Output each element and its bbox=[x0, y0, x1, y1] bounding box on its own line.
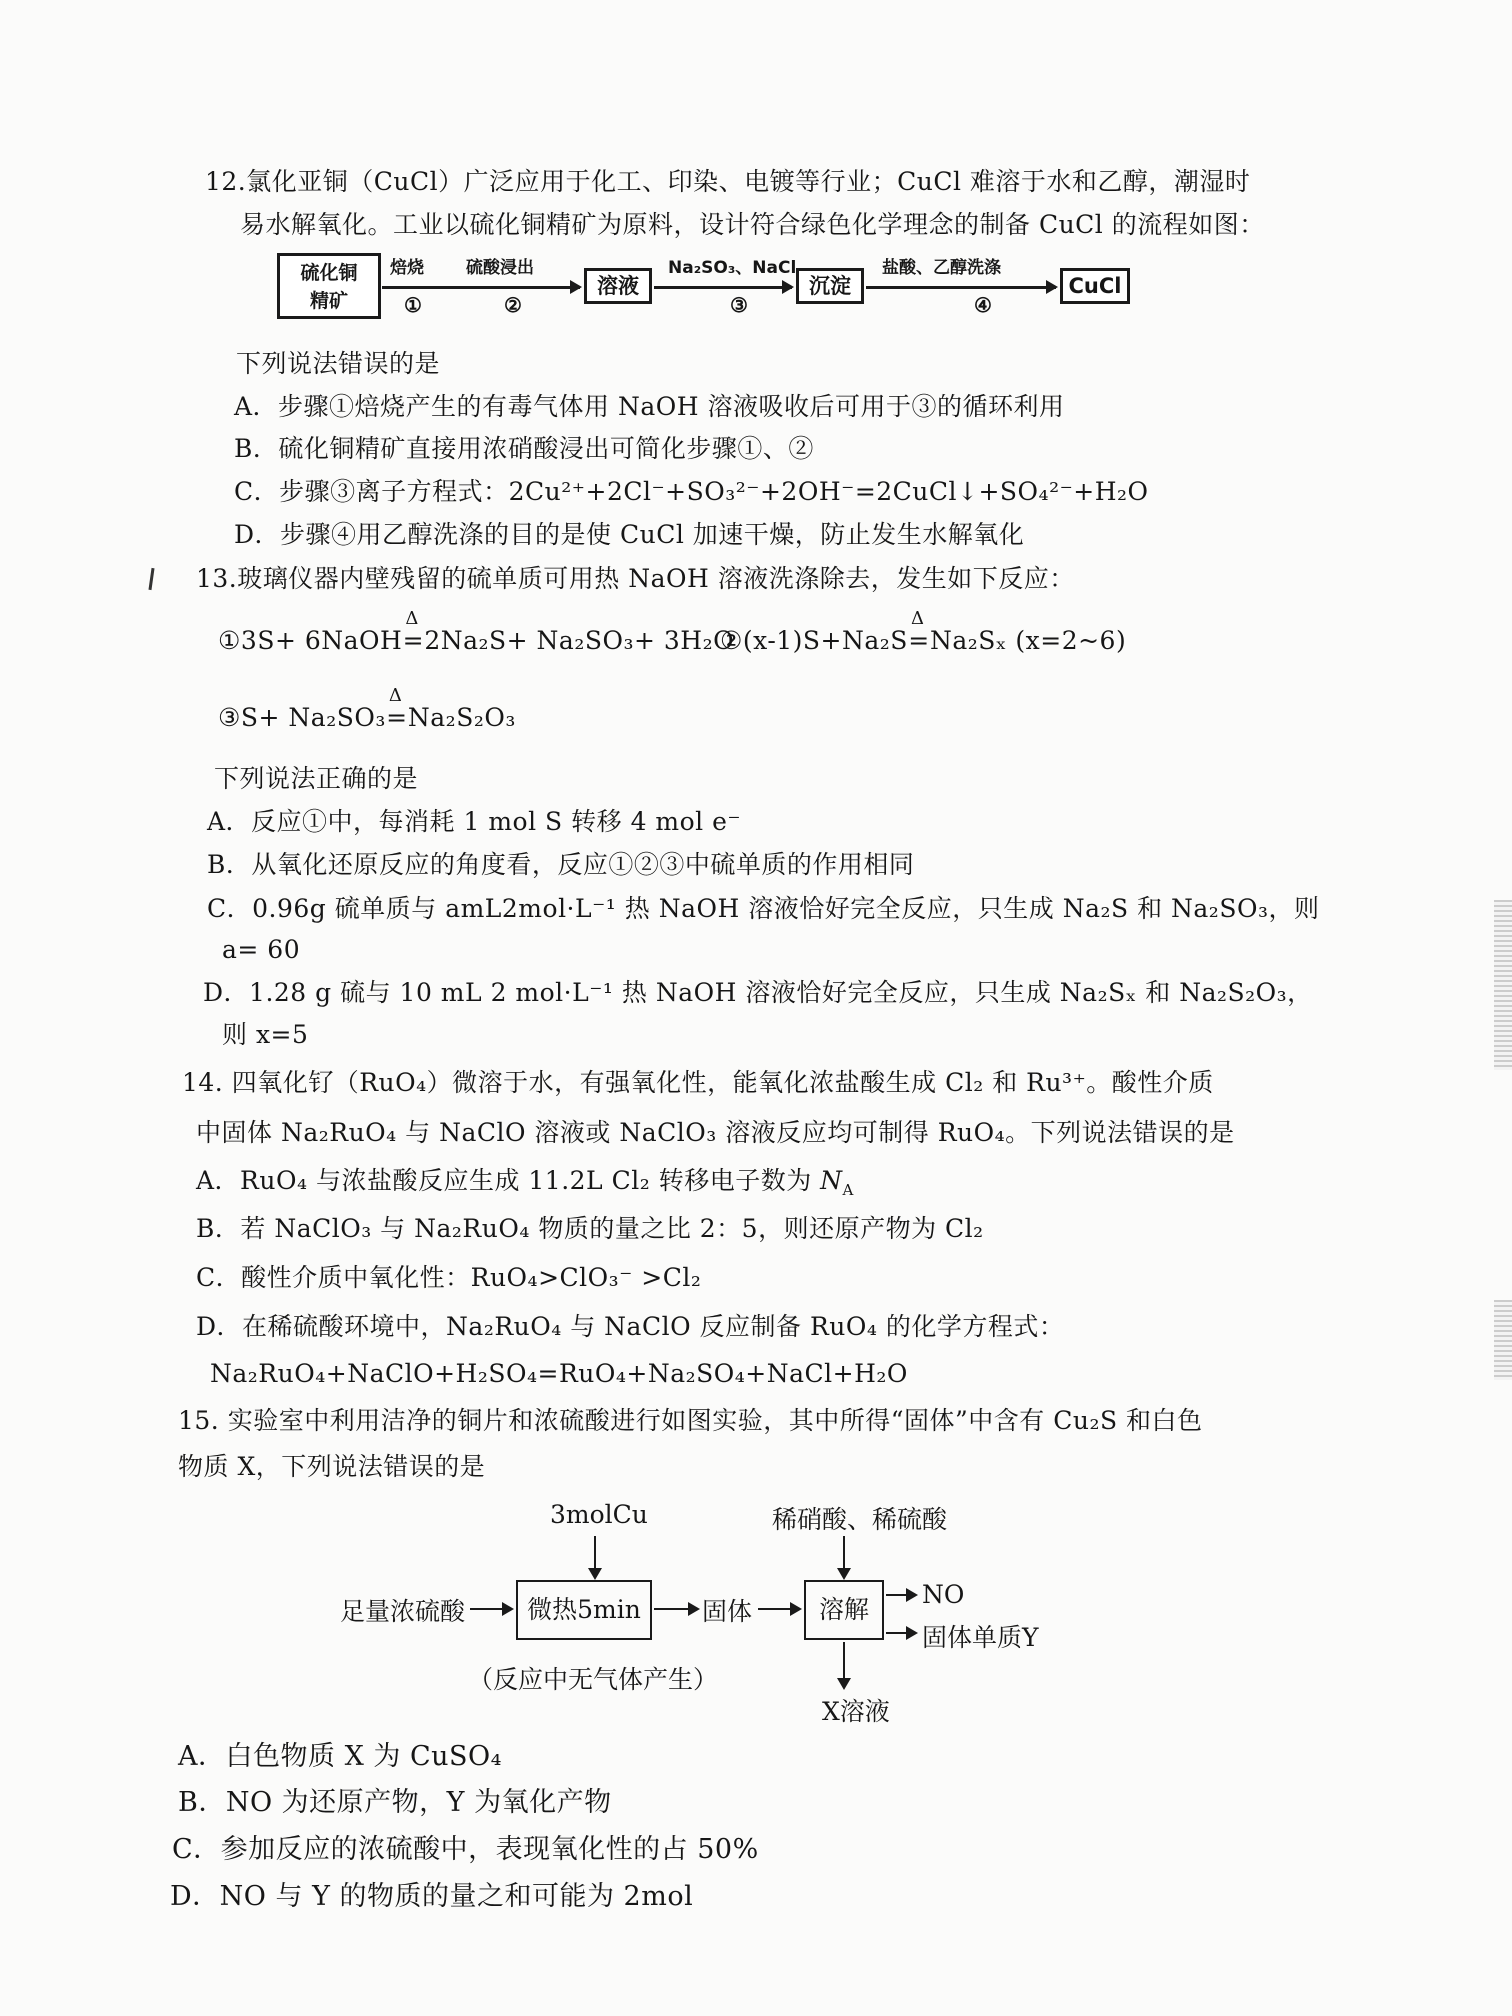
flow-step1-label: 焙烧 bbox=[390, 258, 424, 278]
q13-option-c-line1: C．0.96g 硫单质与 amL2mol·L⁻¹ 热 NaOH 溶液恰好完全反应，只生成 Na₂S 和 Na₂SO₃，则 bbox=[207, 894, 1320, 923]
q13-option-a: A．反应①中，每消耗 1 mol S 转移 4 mol e⁻ bbox=[207, 807, 742, 836]
q12-option-a: A．步骤①焙烧产生的有毒气体用 NaOH 溶液吸收后可用于③的循环利用 bbox=[234, 392, 1065, 421]
q13-option-c-line2: a= 60 bbox=[222, 935, 301, 964]
flow2-input-dilute-acids: 稀硝酸、稀硫酸 bbox=[772, 1505, 948, 1534]
heat-equals-sign: Δ = bbox=[402, 625, 424, 657]
q13-stem: 13.玻璃仪器内壁残留的硫单质可用热 NaOH 溶液洗涤除去，发生如下反应： bbox=[196, 564, 1075, 593]
flow2-arrow-dissolve bbox=[758, 1608, 800, 1610]
delta-symbol: Δ bbox=[910, 608, 925, 629]
flow-arrow-2 bbox=[654, 286, 792, 289]
flow-step3-label: Na₂SO₃、NaCl bbox=[668, 258, 797, 278]
q12-question: 下列说法错误的是 bbox=[236, 349, 441, 378]
heat-equals-sign: Δ = bbox=[908, 625, 930, 657]
q12-stem-line2: 易水解氧化。工业以硫化铜精矿为原料，设计符合绿色化学理念的制备 CuCl 的流程如图： bbox=[240, 210, 1265, 239]
flow2-output-no: NO bbox=[922, 1580, 965, 1609]
q14-option-b: B．若 NaClO₃ 与 Na₂RuO₄ 物质的量之比 2：5，则还原产物为 Cl₂ bbox=[196, 1214, 984, 1243]
flow-box-ore-line1: 硫化铜 bbox=[300, 262, 358, 284]
q14-option-d-line1: D．在稀硫酸环境中，Na₂RuO₄ 与 NaClO 反应制备 RuO₄ 的化学方程式： bbox=[196, 1312, 1065, 1341]
flow2-input-cu: 3molCu bbox=[550, 1500, 648, 1529]
q15-option-a: A．白色物质 X 为 CuSO₄ bbox=[178, 1741, 502, 1772]
flow2-input-acid: 足量浓硫酸 bbox=[340, 1597, 466, 1626]
avogadro-symbol: N bbox=[820, 1166, 843, 1195]
flow2-box-heat: 微热5min bbox=[516, 1580, 652, 1640]
scan-edge-shadow bbox=[1494, 900, 1512, 1070]
flow2-arrow-no bbox=[886, 1594, 916, 1596]
flow2-output-x: X溶液 bbox=[822, 1697, 890, 1726]
q13-r1-left: ①3S+ 6NaOH bbox=[218, 626, 403, 655]
flow2-arrow-cu bbox=[594, 1536, 596, 1578]
q15-stem-line1: 15. 实验室中利用洁净的铜片和浓硫酸进行如图实验，其中所得“固体”中含有 Cu₂S 和白色 bbox=[178, 1406, 1203, 1435]
flow-step3-num: ③ bbox=[730, 293, 748, 317]
q13-r3-left: ③S+ Na₂SO₃ bbox=[218, 703, 386, 732]
flow2-output-y: 固体单质Y bbox=[922, 1623, 1039, 1652]
flow-box-cucl: CuCl bbox=[1060, 268, 1130, 304]
flow-box-ore bbox=[277, 253, 381, 319]
flow-step2-label: 硫酸浸出 bbox=[466, 258, 534, 278]
q14-stem-line2: 中固体 Na₂RuO₄ 与 NaClO 溶液或 NaClO₃ 溶液反应均可制得 RuO₄。下列说法错误的是 bbox=[196, 1118, 1235, 1147]
flow-step1-num: ① bbox=[404, 293, 422, 317]
q12-stem-line1: 12.氯化亚铜（CuCl）广泛应用于化工、印染、电镀等行业；CuCl 难溶于水和乙醇，潮湿时 bbox=[205, 167, 1251, 196]
flow-box-solution: 溶液 bbox=[584, 268, 652, 304]
q13-reaction-3 bbox=[218, 685, 516, 734]
q14-option-d-line2: Na₂RuO₄+NaClO+H₂SO₄=RuO₄+Na₂SO₄+NaCl+H₂O bbox=[210, 1359, 908, 1388]
scan-edge-shadow bbox=[1494, 1300, 1512, 1380]
q12-option-c-equation: 2Cu²⁺+2Cl⁻+SO₃²⁻+2OH⁻=2CuCl↓+SO₄²⁻+H₂O bbox=[508, 477, 1149, 506]
flow2-arrow-dilute-acids bbox=[843, 1536, 845, 1578]
delta-symbol: Δ bbox=[388, 685, 403, 706]
avogadro-subscript: A bbox=[842, 1181, 854, 1199]
flow2-box-dissolve: 溶解 bbox=[804, 1580, 884, 1640]
flow-step4-num: ④ bbox=[974, 293, 992, 317]
flow2-arrow-x bbox=[843, 1642, 845, 1688]
q15-option-d: D．NO 与 Y 的物质的量之和可能为 2mol bbox=[170, 1881, 694, 1912]
heat-equals-sign: Δ = bbox=[386, 702, 408, 734]
q13-r2-left: ②(x-1)S+Na₂S bbox=[720, 626, 908, 655]
q12-option-d: D．步骤④用乙醇洗涤的目的是使 CuCl 加速干燥，防止发生水解氧化 bbox=[234, 520, 1025, 549]
q13-reaction-2 bbox=[720, 608, 1127, 657]
q15-flowchart bbox=[340, 1500, 1240, 1730]
flow-box-precipitate: 沉淀 bbox=[796, 268, 864, 304]
flow-arrow-3 bbox=[866, 286, 1056, 289]
q15-option-b: B．NO 为还原产物，Y 为氧化产物 bbox=[178, 1787, 612, 1818]
q14-option-a bbox=[196, 1165, 854, 1197]
q12-flowchart bbox=[272, 253, 1172, 323]
flow2-arrow-y bbox=[886, 1632, 916, 1634]
q15-stem-line2: 物质 X，下列说法错误的是 bbox=[178, 1452, 486, 1481]
q13-option-d-line1: D．1.28 g 硫与 10 mL 2 mol·L⁻¹ 热 NaOH 溶液恰好完全反应，只生成 Na₂Sₓ 和 Na₂S₂O₃， bbox=[203, 978, 1313, 1007]
margin-pen-mark bbox=[148, 568, 154, 590]
q15-option-c: C．参加反应的浓硫酸中，表现氧化性的占 50% bbox=[172, 1834, 759, 1865]
q13-option-b: B．从氧化还原反应的角度看，反应①②③中硫单质的作用相同 bbox=[207, 850, 915, 879]
flow-box-ore-line2: 精矿 bbox=[309, 290, 348, 312]
q12-option-b: B．硫化铜精矿直接用浓硝酸浸出可简化步骤①、② bbox=[234, 434, 814, 463]
q14-option-a-text: A．RuO₄ 与浓盐酸反应生成 11.2L Cl₂ 转移电子数为 bbox=[196, 1166, 821, 1195]
q13-option-d-line2: 则 x=5 bbox=[222, 1020, 309, 1049]
q13-r2-right: Na₂Sₓ (x=2~6) bbox=[929, 626, 1127, 655]
q13-r1-right: 2Na₂S+ Na₂SO₃+ 3H₂O bbox=[424, 626, 735, 655]
flow2-solid: 固体 bbox=[702, 1597, 753, 1626]
q12-option-c-prefix: C．步骤③离子方程式： bbox=[234, 477, 509, 506]
flow2-note: （反应中无气体产生） bbox=[468, 1665, 719, 1694]
delta-symbol: Δ bbox=[405, 608, 419, 629]
q13-question: 下列说法正确的是 bbox=[214, 764, 419, 793]
q13-reaction-1 bbox=[218, 608, 735, 657]
flow-step4-label: 盐酸、乙醇洗涤 bbox=[882, 258, 1001, 278]
flow-step2-num: ② bbox=[504, 293, 522, 317]
flow-arrow-1 bbox=[382, 286, 580, 289]
q12-option-c bbox=[234, 476, 1149, 508]
q13-r3-right: Na₂S₂O₃ bbox=[407, 703, 516, 732]
q14-option-c: C．酸性介质中氧化性：RuO₄>ClO₃⁻ >Cl₂ bbox=[196, 1263, 702, 1292]
q14-stem-line1: 14. 四氧化钌（RuO₄）微溶于水，有强氧化性，能氧化浓盐酸生成 Cl₂ 和 Ru³⁺。酸性介质 bbox=[182, 1068, 1214, 1097]
flow2-arrow-solid bbox=[654, 1608, 698, 1610]
flow2-arrow-acid bbox=[470, 1608, 512, 1610]
